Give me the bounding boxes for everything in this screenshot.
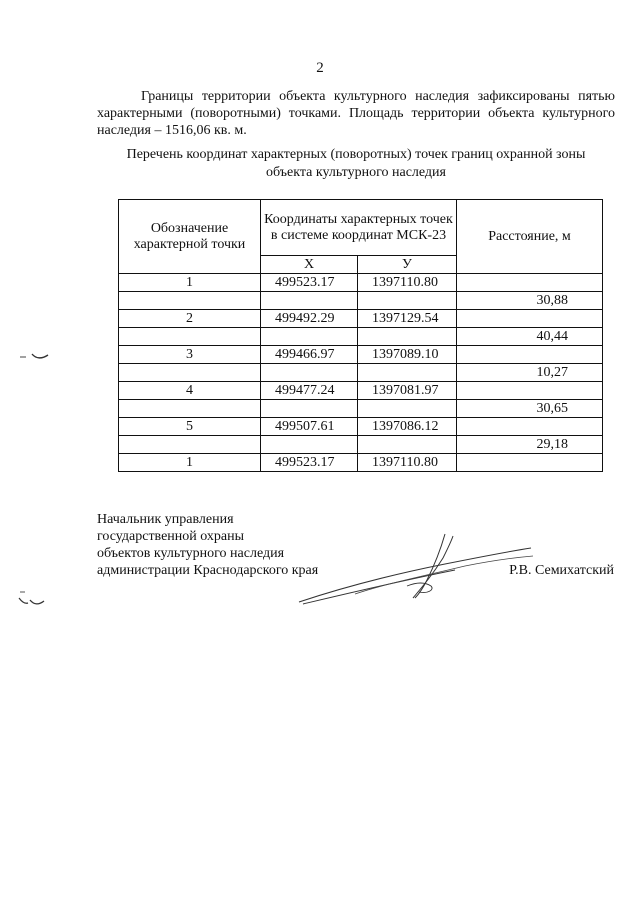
- y-coordinate: 1397086.12: [358, 418, 457, 436]
- distance-row: [119, 328, 603, 346]
- coordinates-list-title: [97, 146, 615, 182]
- distance-cell-empty: [457, 274, 603, 292]
- distance-row: [119, 364, 603, 382]
- x-coordinate: 499477.24: [261, 382, 358, 400]
- point-label: 2: [119, 310, 261, 328]
- x-coordinate: 499523.17: [261, 454, 358, 472]
- segment-distance: 40,44: [457, 328, 603, 346]
- y-coordinate: 1397110.80: [358, 454, 457, 472]
- page-number: 2: [316, 60, 324, 76]
- distance-cell-empty: [457, 346, 603, 364]
- distance-row: [119, 400, 603, 418]
- handwritten-signature: [295, 528, 535, 608]
- empty-point-cell: [119, 364, 261, 382]
- table-row: [119, 382, 603, 400]
- signatory-title: [97, 511, 318, 579]
- point-label: 3: [119, 346, 261, 364]
- empty-y-cell: [358, 292, 457, 310]
- distance-row: [119, 292, 603, 310]
- distance-row: [119, 436, 603, 454]
- point-label: 1: [119, 454, 261, 472]
- distance-cell-empty: [457, 310, 603, 328]
- distance-cell-empty: [457, 382, 603, 400]
- x-coordinate: 499523.17: [261, 274, 358, 292]
- empty-x-cell: [261, 364, 358, 382]
- coordinates-table: [118, 199, 603, 472]
- segment-distance: 30,65: [457, 400, 603, 418]
- y-coordinate: 1397129.54: [358, 310, 457, 328]
- x-coordinate: 499507.61: [261, 418, 358, 436]
- signatory-name: Р.В. Семихатский: [509, 563, 614, 578]
- empty-x-cell: [261, 292, 358, 310]
- empty-x-cell: [261, 400, 358, 418]
- segment-distance: 29,18: [457, 436, 603, 454]
- signatory-title-line-4: администрации Краснодарского края: [97, 563, 319, 578]
- header-coordinates: Координаты характерных точек в системе координат МСК-23: [261, 200, 457, 256]
- point-label: 1: [119, 274, 261, 292]
- x-coordinate: 499492.29: [261, 310, 358, 328]
- header-distance: Расстояние, м: [457, 200, 603, 274]
- margin-mark-bottom: [16, 588, 46, 610]
- segment-distance: 30,88: [457, 292, 603, 310]
- table-row: [119, 454, 603, 472]
- list-title-line-1: Перечень координат характерных (поворотных) точек границ охранной зоны: [126, 147, 586, 162]
- distance-cell-empty: [457, 418, 603, 436]
- empty-y-cell: [358, 400, 457, 418]
- y-coordinate: 1397089.10: [358, 346, 457, 364]
- distance-cell-empty: [457, 454, 603, 472]
- empty-y-cell: [358, 436, 457, 454]
- empty-point-cell: [119, 328, 261, 346]
- list-title-line-2: объекта культурного наследия: [266, 165, 446, 180]
- table-row: [119, 310, 603, 328]
- empty-point-cell: [119, 436, 261, 454]
- header-x: X: [261, 256, 358, 274]
- empty-y-cell: [358, 328, 457, 346]
- y-coordinate: 1397110.80: [358, 274, 457, 292]
- empty-point-cell: [119, 292, 261, 310]
- table-row: [119, 274, 603, 292]
- header-y: У: [358, 256, 457, 274]
- signatory-title-line-3: объектов культурного наследия: [97, 546, 285, 561]
- empty-x-cell: [261, 436, 358, 454]
- empty-point-cell: [119, 400, 261, 418]
- point-label: 4: [119, 382, 261, 400]
- table-row: [119, 346, 603, 364]
- header-point: Обозначение характерной точки: [119, 200, 261, 274]
- intro-paragraph: Границы территории объекта культурного наследия зафиксированы пятью характерными (поворотными) точками. Площадь территории объекта культурного наследия – 1516,06 кв. м.: [97, 89, 615, 138]
- table-row: [119, 418, 603, 436]
- point-label: 5: [119, 418, 261, 436]
- margin-mark-top: [18, 350, 50, 362]
- empty-y-cell: [358, 364, 457, 382]
- signatory-title-line-1: Начальник управления: [97, 512, 234, 527]
- segment-distance: 10,27: [457, 364, 603, 382]
- y-coordinate: 1397081.97: [358, 382, 457, 400]
- signatory-title-line-2: государственной охраны: [97, 529, 245, 544]
- empty-x-cell: [261, 328, 358, 346]
- x-coordinate: 499466.97: [261, 346, 358, 364]
